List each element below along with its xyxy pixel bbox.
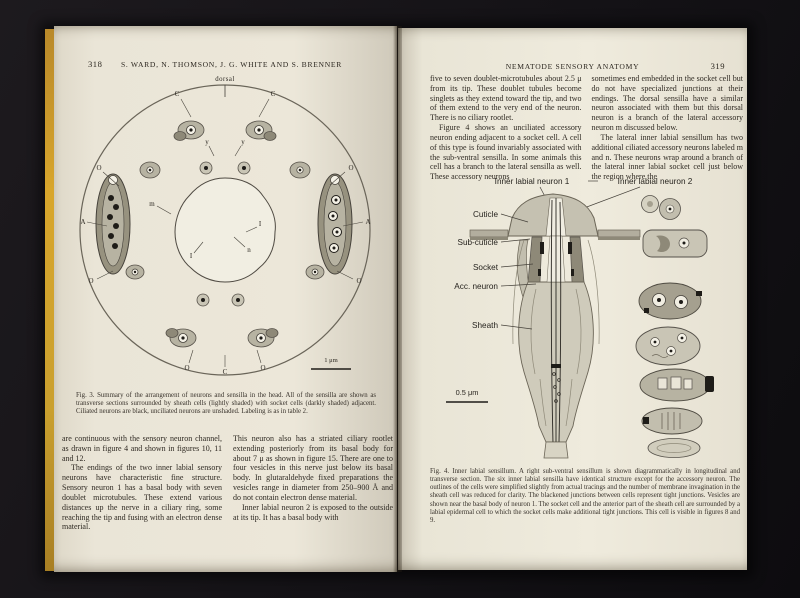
fig4-cross-section-3 [639, 283, 702, 319]
fig3-label: m [149, 200, 155, 208]
fig3-label: A [80, 218, 86, 226]
fig3-sensillum-bottom-right [248, 329, 278, 348]
fig4-cross-section-1 [642, 196, 681, 220]
fig3-label: O [184, 364, 190, 372]
left-page-column-2 [233, 434, 393, 532]
fig3-dorsal-label: dorsal [215, 76, 235, 83]
fig3-sensillum-top-right [246, 121, 276, 141]
fig3-scale-label: 1 μm [324, 357, 338, 364]
fig3-label: C [270, 90, 276, 98]
fig4-cross-section-5 [640, 369, 714, 401]
right-page [398, 28, 747, 570]
right-page-column-2 [592, 74, 744, 182]
fig3-sensillum-bottom-left [166, 329, 196, 348]
figure-3-caption: Fig. 3. Summary of the arrangement of neurons and sensilla in the head. All of the sensilla are shown as transverse sections surrounded by sheath cells (lightly shaded) with socket cells (darkly shaded) adjacent. Ciliated neurons are black, unciliated neurons are unshaded. Labeling is as in table 2. [76, 392, 376, 416]
fig4-neuron2-label: Inner labial neuron 2 [617, 177, 693, 186]
fig3-label: y [241, 138, 245, 146]
fig4-neuron1-label: Inner labial neuron 1 [494, 177, 570, 186]
paragraph: are continuous with the sensory neuron channel, as drawn in figure 4 and shown in figures 10, 11 and 12. [62, 434, 222, 463]
figure-4-diagram [412, 174, 742, 464]
fig3-label: n [247, 246, 251, 254]
fig4-basal-body [551, 364, 561, 368]
fig3-label: A [365, 218, 371, 226]
left-page-text [62, 434, 393, 532]
fig3-lateral-left-structure [96, 174, 130, 274]
fig4-scale-bar [446, 388, 488, 402]
fig3-label: O [88, 277, 94, 285]
fig4-scale-label: 0.5 μm [455, 388, 479, 397]
paragraph: sometimes end embedded in the socket cell but do not have specialized junctions at their endings. The dorsal sensilla have a similar neuron associated with them but this dorsal neuron is a branch of the lateral accessory neuron m discussed below. [591, 74, 743, 133]
fig4-cross-section-6 [642, 408, 702, 434]
fig3-inner-top-cells [200, 162, 250, 174]
left-page-column-1 [62, 434, 222, 532]
paragraph: The lateral inner labial sensillum has two additional ciliated accessory neurons labeled m and n. These neurons wrap around a branch of the lateral inner labial socket cell just below the region where the [591, 132, 743, 182]
figure-4-caption: Fig. 4. Inner labial sensillum. A right sub-ventral sensillum is shown diagrammatically in longitudinal and transverse section. The six inner labial sensilla have identical structure except for the accessory neuron. The outlines of the cells were simplified slightly from actual tracings and the number of membrane invagination in the sheath cell was reduced for clarity. The blackened junctions between cells represent tight junctions. Vesicles are shown near the basal body of neuron 1. The socket cell and the anterior part of the sheath cell are surrounded by a labial epidermal cell to which the socket cells make additional tight junctions. This cell is visible in figures 8 and 9. [430, 468, 740, 524]
fig4-cross-section-2 [643, 230, 707, 257]
fig3-label: O [348, 164, 354, 172]
fig4-socket-label: Socket [472, 263, 498, 272]
fig4-cross-section-4 [636, 327, 700, 365]
fig3-inner-bottom-cells [197, 294, 244, 306]
fig3-sensillum-top-left [174, 121, 204, 141]
right-page-header [398, 61, 747, 73]
right-page-text [430, 74, 743, 182]
fig4-cross-section-7 [648, 439, 700, 458]
page-number: 319 [710, 61, 725, 71]
fig3-scale-bar [311, 357, 351, 369]
fig3-label: C [174, 90, 180, 98]
fig3-label: C [222, 368, 228, 376]
figure-3-diagram [73, 72, 377, 382]
paragraph: five to seven doublet-microtubules about 2.5 μ from its tip. These doublet tubules become singlets as they extend toward the tip, and two of them extend to the very end of the neuron. There is no ciliary rootlet. [430, 74, 582, 123]
left-page-header [54, 59, 397, 71]
page-number: 318 [88, 59, 103, 69]
left-page [54, 26, 397, 572]
fig4-sheath-label: Sheath [472, 321, 498, 330]
fig3-lateral-right-structure [318, 174, 352, 274]
running-head: S. WARD, N. THOMSON, J. G. WHITE AND S. BRENNER [120, 59, 343, 69]
book-spine-shadow [393, 26, 402, 572]
paragraph: Inner labial neuron 2 is exposed to the outside at its tip. It has a basal body with [233, 502, 393, 522]
fig4-cuticle-label: Cuticle [472, 210, 498, 219]
fig3-label: y [205, 138, 209, 146]
right-page-column-1 [430, 74, 582, 182]
fig3-label: O [356, 277, 362, 285]
fig3-label: O [96, 164, 102, 172]
paragraph: This neuron also has a striated ciliary rootlet extending posteriorly from its basal body for about 7 μ as shown in figure 15. There are one to four vesicles in this nerve just below its basal body. In glutaraldehyde fixed preparations the vesicles range in diameter from 250–900 Å and do not contain electron dense material. [233, 434, 393, 502]
fig3-label: I [258, 220, 262, 228]
paragraph: The endings of the two inner labial sensory neurons have characteristic fine structure. Sensory neuron 1 has a basal body with seven doublet microtubules. These extend various distances up the nerve in a ciliary ring, some reaching the tip and fusing with an electron dense material. [62, 463, 222, 532]
fig3-label: I [189, 252, 193, 260]
fig4-acc-neuron-label: Acc. neuron [454, 282, 498, 291]
fig3-inner-ring [175, 178, 275, 282]
running-head: NEMATODE SENSORY ANATOMY [505, 61, 640, 71]
fig4-subcuticle-label: Sub-cuticle [457, 238, 498, 247]
fig3-label: O [260, 364, 266, 372]
paragraph: Figure 4 shows an unciliated accessory neuron ending adjacent to a socket cell. A cell of this type is found invariably associated with the sub-ventral sensilla. In some animals this cell has a branch to the lateral sensilla as well. These accessory neurons [430, 123, 582, 182]
